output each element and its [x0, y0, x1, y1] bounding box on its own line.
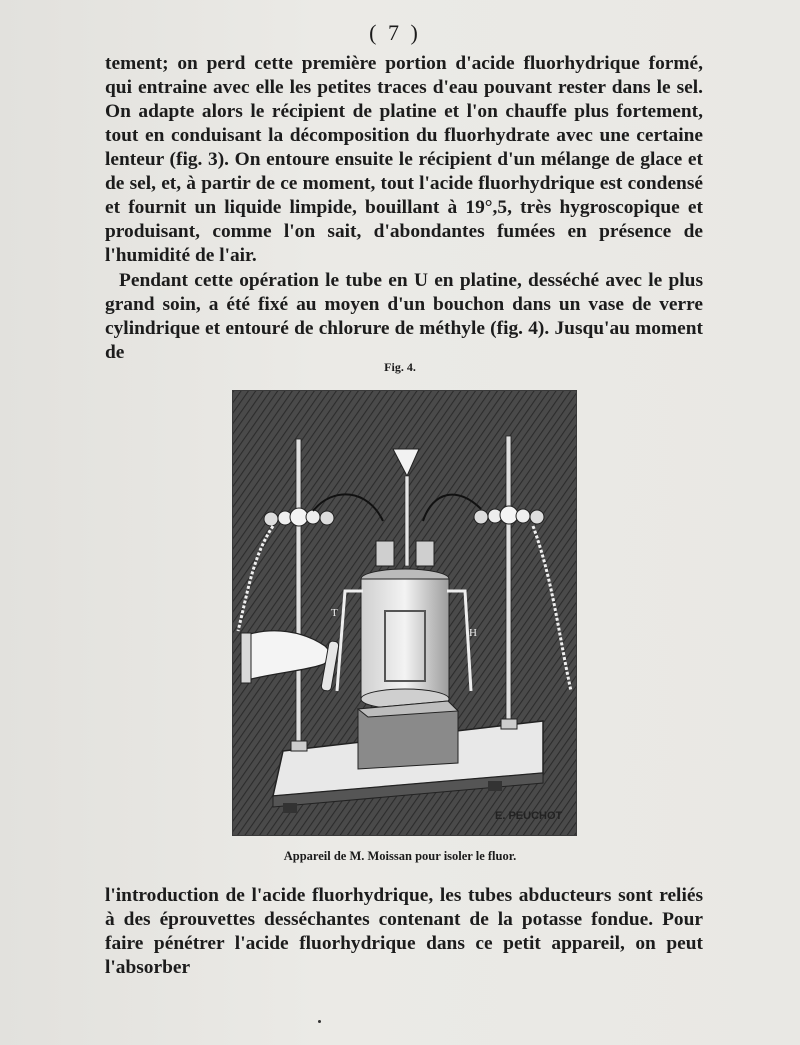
paragraph-1: tement; on perd cette première portion d'acide fluorhydrique formé, qui entraine avec elle les petites traces d'eau pouvant rester dans le sel. On adapte alors le récipient de platine et l'on chauffe plus fortement, tout en conduisant la décomposition du fluorhydrate avec une certaine lenteur (fig. 3). On entoure ensuite le récipient d'un mélange de glace et de sel, et, à partir de ce moment, tout l'acide fluorhydrique est condensé et fournit un liquide limpide, bouillant à 19°,5, très hygroscopique et produisant, comme l'on sait, d'abondantes fumées en présence de l'humidité de l'air.: [105, 53, 703, 266]
page-mark: [318, 1020, 321, 1023]
figure-label: Fig. 4.: [384, 360, 416, 374]
paragraph-3: l'introduction de l'acide fluorhydrique, les tubes abducteurs sont reliés à des éprouvettes desséchantes contenant de la potasse fondue. Pour faire pénétrer l'acide fluorhydrique dans ce petit appareil, on peut l'absorber: [105, 885, 703, 978]
apparatus-engraving: [232, 390, 577, 836]
tube-label-left: T: [331, 607, 338, 619]
page-number: ( 7 ): [369, 20, 421, 45]
figure-caption: Appareil de M. Moissan pour isoler le fluor.: [283, 849, 517, 863]
engraver-signature: E. PEUCHOT: [495, 810, 563, 822]
apparatus-illustration: [233, 391, 576, 835]
tube-label-right: H: [469, 627, 477, 639]
paragraph-2: Pendant cette opération le tube en U en platine, desséché avec le plus grand soin, a été fixé au moyen d'un bouchon dans un vase de verre cylindrique et entouré de chlorure de méthyle (fig. 4). Jusqu'au moment de: [105, 270, 703, 363]
